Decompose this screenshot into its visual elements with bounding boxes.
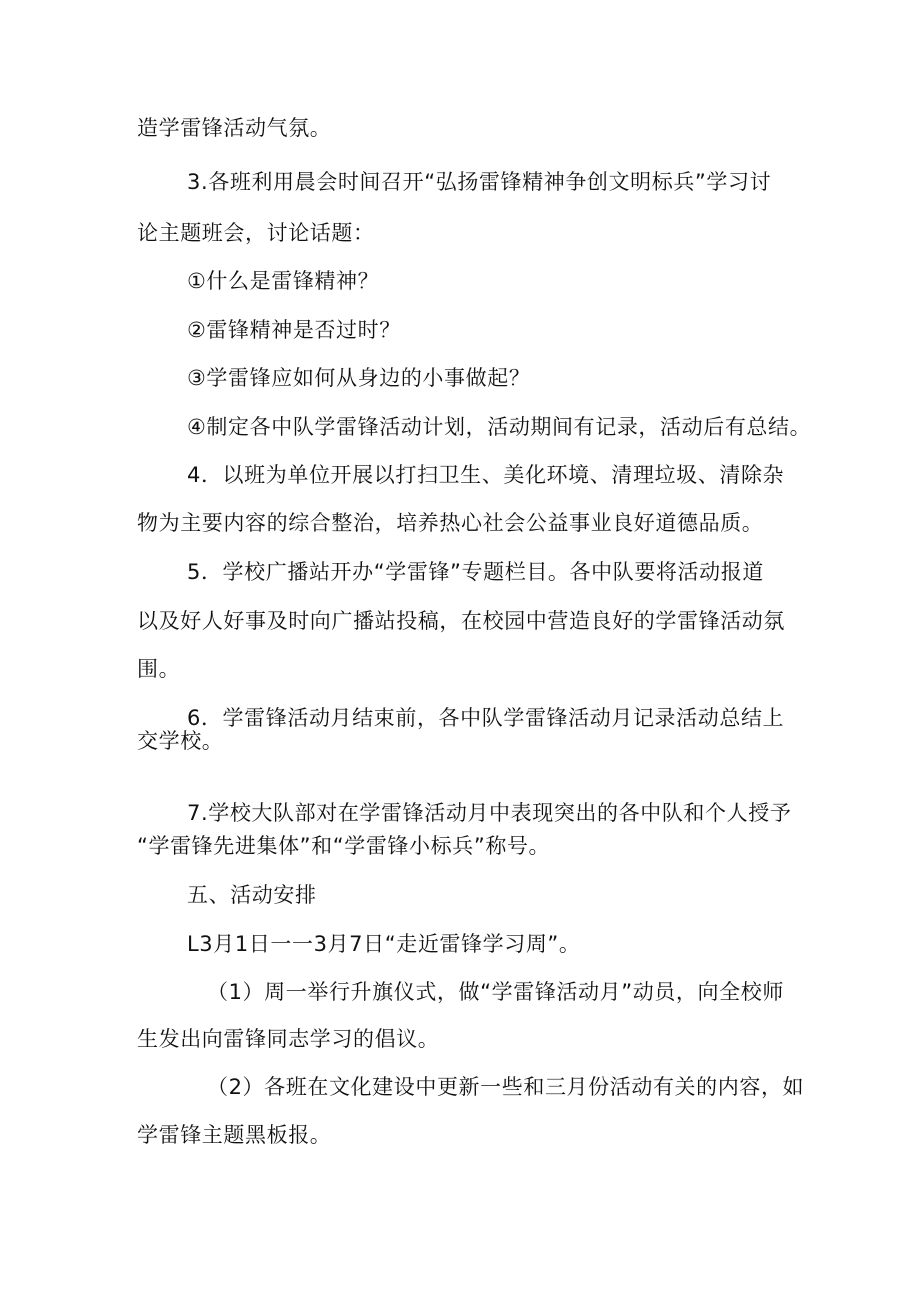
list-item: ①什么是雷锋精神？ [187, 269, 380, 293]
list-item: ②雷锋精神是否过时？ [187, 318, 401, 342]
list-item: ③学雷锋应如何从身边的小事做起？ [187, 366, 531, 390]
paragraph-line: 以及好人好事及时向广播站投稿，在校园中营造良好的学雷锋活动氛 [137, 609, 785, 633]
paragraph-line: 5．学校广播站开办“学雷锋”专题栏目。各中队要将活动报道 [187, 560, 764, 584]
paragraph-line: 生发出向雷锋同志学习的倡议。 [137, 1027, 440, 1051]
list-item: ④制定各中队学雷锋活动计划，活动期间有记录，活动后有总结。 [187, 415, 812, 439]
paragraph-line: 7.学校大队部对在学雷锋活动月中表现突出的各中队和个人授予 [187, 801, 792, 825]
paragraph-line: （2）各班在文化建设中更新一些和三月份活动有关的内容，如 [207, 1075, 805, 1099]
paragraph-line: 学雷锋主题黑板报。 [137, 1123, 332, 1147]
paragraph-line: （1）周一举行升旗仪式，做“学雷锋活动月”动员，向全校师 [207, 980, 784, 1004]
paragraph-line: 围。 [137, 657, 181, 681]
paragraph-line: 4．以班为单位开展以打扫卫生、美化环境、清理垃圾、清除杂 [187, 463, 785, 487]
paragraph-line: 论主题班会，讨论话题： [137, 221, 375, 245]
paragraph-line: “学雷锋先进集体”和“学雷锋小标兵”称号。 [137, 834, 551, 858]
paragraph-line: 6．学雷锋活动月结束前，各中队学雷锋活动月记录活动总结上 [187, 706, 785, 730]
paragraph-line: 3.各班利用晨会时间召开“弘扬雷锋精神争创文明标兵”学习讨 [187, 170, 772, 194]
paragraph-line: L3月1日一一3月7日“走近雷锋学习周”。 [187, 932, 581, 956]
paragraph-line: 物为主要内容的综合整治，培养热心社会公益事业良好道德品质。 [137, 511, 764, 535]
section-heading: 五、活动安排 [187, 883, 317, 907]
paragraph-line: 交学校。 [137, 729, 224, 753]
paragraph-line: 造学雷锋活动气氛。 [137, 116, 332, 140]
